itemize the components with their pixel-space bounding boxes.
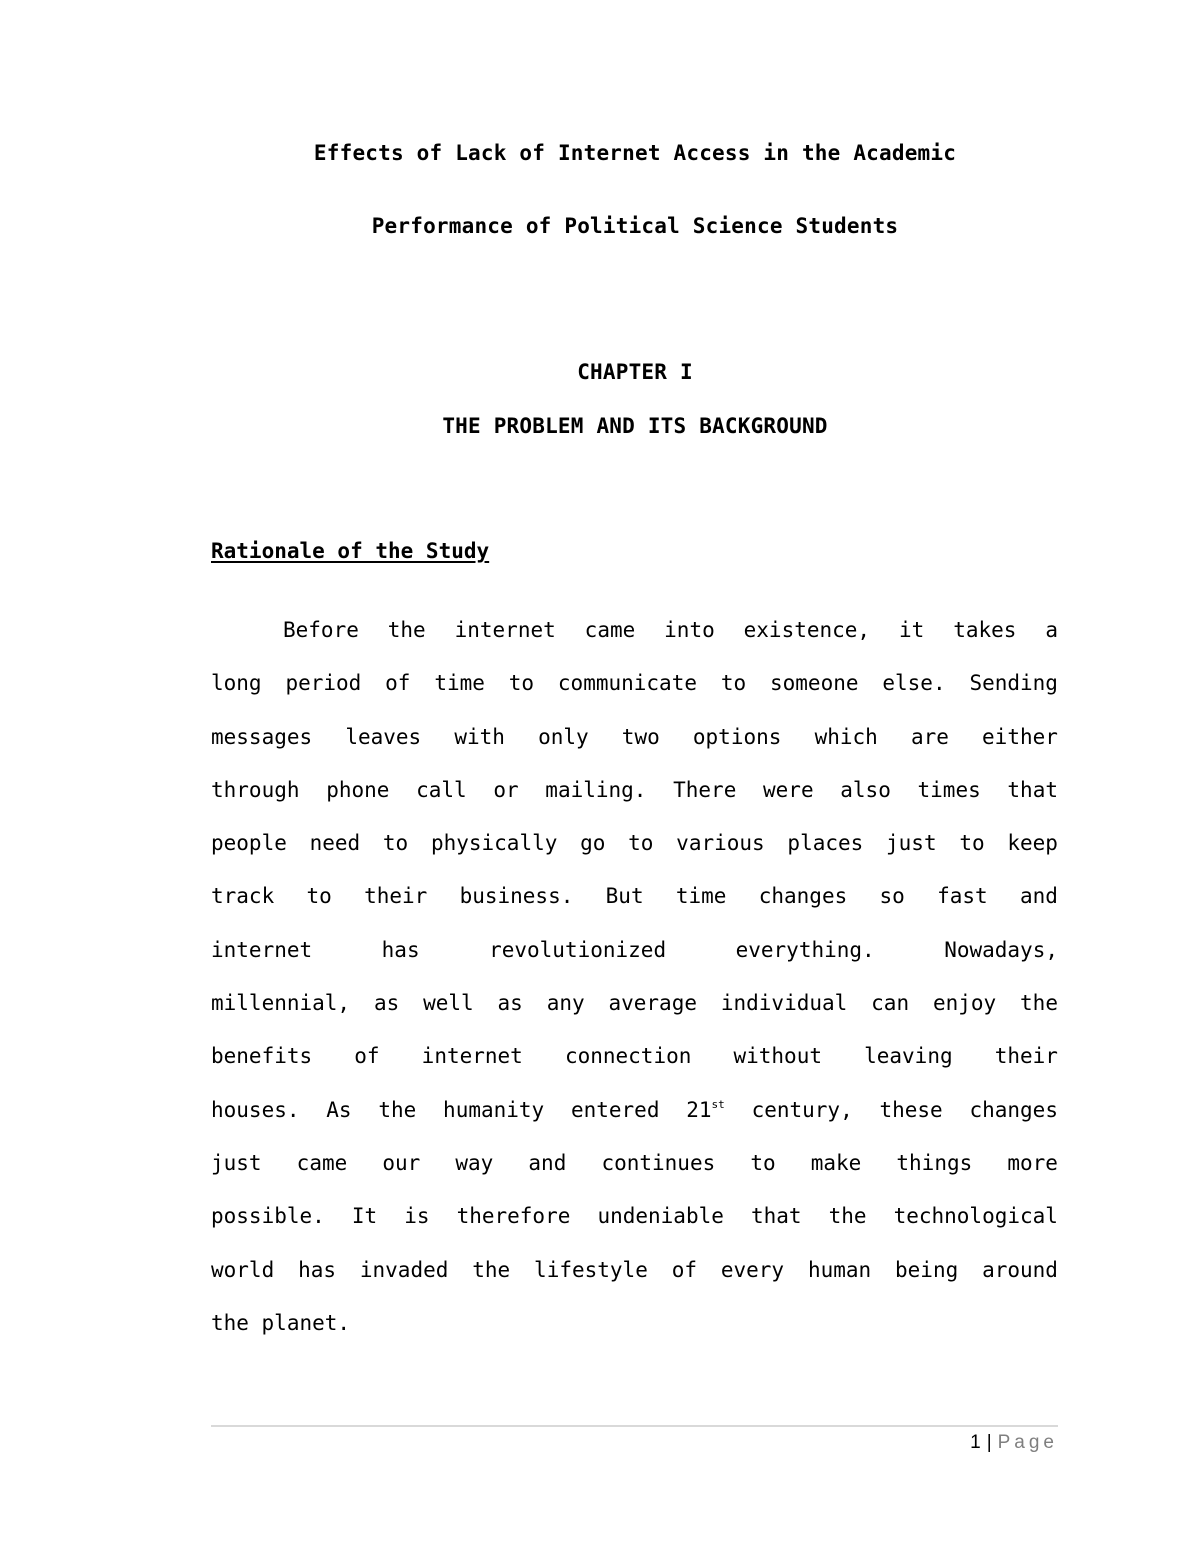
paragraph-line: [211, 1030, 1058, 1083]
word: 21st: [686, 1097, 725, 1122]
word: Nowadays,: [944, 937, 1058, 962]
word: came: [584, 618, 636, 642]
word: Before: [283, 618, 359, 642]
page-footer: [970, 1432, 1058, 1454]
word: without: [733, 1044, 822, 1069]
word: as: [373, 991, 400, 1016]
word: can: [871, 991, 910, 1016]
word: various: [676, 831, 765, 856]
word: entered: [570, 1097, 660, 1122]
paragraph-line: [211, 1137, 1058, 1190]
word: around: [982, 1257, 1058, 1282]
footer-divider: [211, 1425, 1058, 1427]
word: enjoy: [932, 991, 997, 1016]
word: so: [879, 884, 905, 909]
word: into: [664, 618, 715, 642]
word: connection: [564, 1044, 692, 1069]
paragraph-line: [211, 1084, 1058, 1137]
word: well: [423, 991, 474, 1016]
footer-separator: |: [986, 1432, 992, 1453]
word: communicate: [557, 671, 697, 696]
word: is: [404, 1204, 430, 1229]
word: houses.: [211, 1097, 300, 1122]
word: lifestyle: [534, 1257, 648, 1282]
document-title-line-1: Effects of Lack of Internet Access in the Academic: [313, 141, 957, 165]
word: only: [538, 724, 589, 749]
word: changes: [969, 1097, 1058, 1122]
word: else.: [882, 671, 946, 696]
word: planet.: [261, 1310, 351, 1335]
word: two: [621, 724, 660, 749]
word: are: [910, 724, 949, 749]
word: As: [326, 1097, 352, 1122]
word: continues: [601, 1150, 716, 1175]
word: someone: [770, 671, 859, 696]
word: a: [1045, 618, 1058, 642]
paragraph-line: [211, 604, 1058, 657]
word: period: [285, 671, 362, 696]
word: their: [364, 884, 428, 909]
word: mailing.: [545, 777, 647, 802]
word: internet: [454, 618, 556, 642]
word: call: [416, 777, 467, 802]
word: as: [497, 991, 523, 1016]
word: with: [454, 724, 505, 749]
body-paragraph: [211, 604, 1058, 1350]
paragraph-line: [211, 1297, 1058, 1350]
word: millennial,: [211, 991, 351, 1016]
word: undeniable: [597, 1204, 724, 1229]
word: leaves: [345, 724, 422, 749]
word: possible.: [211, 1204, 325, 1229]
word: of: [354, 1044, 380, 1069]
word: which: [814, 724, 878, 749]
paragraph-line: [211, 870, 1058, 923]
word: places: [787, 831, 864, 856]
chapter-number: CHAPTER I: [577, 360, 693, 384]
word: to: [720, 671, 747, 696]
word: world: [211, 1257, 275, 1282]
word: came: [296, 1150, 348, 1175]
word: through: [211, 777, 300, 802]
word: either: [982, 724, 1058, 749]
word: options: [692, 724, 782, 749]
word: more: [1007, 1150, 1058, 1175]
word: and: [1019, 884, 1058, 909]
word: messages: [211, 724, 313, 749]
word: the: [1020, 991, 1058, 1016]
word: business.: [459, 884, 574, 909]
word: of: [671, 1257, 697, 1282]
word: times: [917, 777, 981, 802]
word: every: [720, 1257, 785, 1282]
chapter-title: THE PROBLEM AND ITS BACKGROUND: [442, 414, 828, 438]
word: time: [675, 884, 727, 909]
word: fast: [937, 884, 988, 909]
section-heading: Rationale of the Study: [211, 539, 490, 563]
word: therefore: [456, 1204, 571, 1229]
word: time: [434, 671, 485, 696]
word: being: [895, 1257, 959, 1282]
word: has: [298, 1257, 337, 1282]
word: to: [306, 884, 332, 909]
word: the: [828, 1204, 867, 1229]
word: leaving: [864, 1044, 953, 1069]
word: takes: [953, 618, 1017, 642]
word: to: [508, 671, 535, 696]
word: existence,: [743, 618, 871, 642]
word: Sending: [969, 671, 1058, 696]
word: to: [628, 831, 654, 856]
word: benefits: [211, 1044, 313, 1069]
word: century,: [751, 1097, 853, 1122]
word: and: [528, 1150, 567, 1175]
word: track: [211, 884, 275, 909]
word: to: [959, 831, 985, 856]
word: to: [750, 1150, 776, 1175]
word: the: [472, 1257, 511, 1282]
word: technological: [893, 1204, 1058, 1229]
paragraph-line: [211, 657, 1058, 710]
page-number: 1: [970, 1432, 981, 1453]
word: the: [378, 1097, 417, 1122]
word: the: [387, 618, 426, 642]
word: also: [840, 777, 891, 802]
word: just: [211, 1150, 262, 1175]
paragraph-line: [211, 764, 1058, 817]
word: of: [385, 671, 411, 696]
word: internet: [211, 937, 313, 962]
page-label: Page: [997, 1432, 1058, 1453]
word: There: [673, 777, 737, 802]
word: or: [493, 777, 519, 802]
paragraph-line: [211, 924, 1058, 977]
paragraph-line: [211, 1190, 1058, 1243]
word: changes: [758, 884, 848, 909]
word: way: [455, 1150, 494, 1175]
word: physically: [430, 831, 558, 856]
word: average: [608, 991, 697, 1016]
word: that: [750, 1204, 802, 1229]
word: internet: [421, 1044, 523, 1069]
paragraph-line: [211, 1244, 1058, 1297]
word: go: [580, 831, 606, 856]
word: human: [807, 1257, 872, 1282]
paragraph-line: [211, 977, 1058, 1030]
word: just: [886, 831, 937, 856]
word: their: [994, 1044, 1058, 1069]
paragraph-line: [211, 817, 1058, 870]
word: need: [309, 831, 361, 856]
word: keep: [1007, 831, 1058, 856]
word: But: [605, 884, 644, 909]
word: that: [1007, 777, 1058, 802]
word: to: [382, 831, 409, 856]
document-title-line-2: Performance of Political Science Students: [371, 214, 899, 238]
word: long: [211, 671, 262, 696]
word: individual: [720, 991, 848, 1016]
word: everything.: [735, 937, 875, 962]
word: phone: [326, 777, 390, 802]
word: the: [211, 1310, 249, 1335]
word: these: [879, 1097, 943, 1122]
word: our: [382, 1150, 421, 1175]
word: has: [381, 937, 420, 962]
word: invaded: [359, 1257, 449, 1282]
word: humanity: [443, 1097, 545, 1122]
word: were: [763, 777, 814, 802]
word: any: [546, 991, 585, 1016]
word: people: [211, 831, 287, 856]
word: make: [810, 1150, 862, 1175]
word: it: [898, 618, 925, 642]
word: things: [896, 1150, 973, 1175]
word: It: [351, 1204, 378, 1229]
word: revolutionized: [489, 937, 667, 962]
paragraph-line: [211, 711, 1058, 764]
